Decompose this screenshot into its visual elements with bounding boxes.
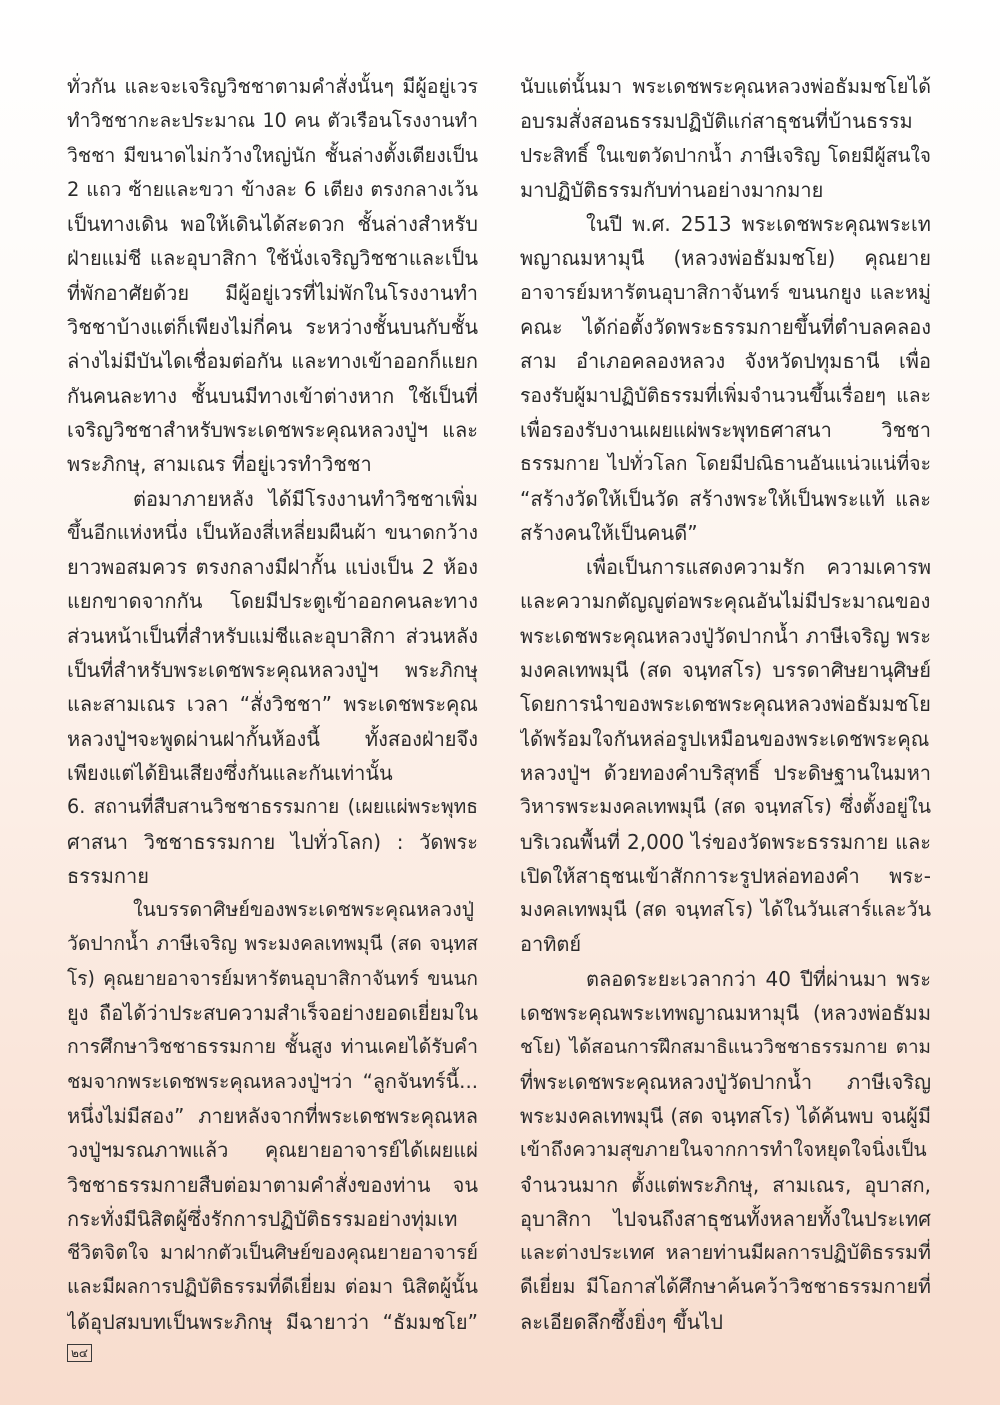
paragraph xyxy=(520,962,931,1339)
paragraph xyxy=(67,482,478,791)
text-line: เพื่อเป็นการแสดงความรัก ความเคารพ xyxy=(586,555,931,580)
text-line: ศาสนา วิชชาธรรมกาย ไปทั่วโลก) : วัดพระ xyxy=(67,829,478,854)
paragraph xyxy=(520,70,931,207)
text-line: มงคลเทพมุนี (สด จนฺทสโร) บรรดาศิษยานุศิษย์ xyxy=(520,658,931,683)
text-line: แยกขาดจากกัน โดยมีประตูเข้าออกคนละทาง xyxy=(67,589,478,614)
text-line: และต่างประเทศ หลายท่านมีผลการปฏิบัติธรรมที่ xyxy=(520,1241,931,1265)
text-line: ล่างไม่มีบันไดเชื่อมต่อกัน และทางเข้าออกก็แยก xyxy=(67,349,478,374)
text-line: มาปฏิบัติธรรมกับท่านอย่างมากมาย xyxy=(520,177,824,202)
text-line: “สร้างวัดให้เป็นวัด สร้างพระให้เป็นพระแท้ และ xyxy=(520,486,931,511)
text-line: 2 แถว ซ้ายและขวา ข้างละ 6 เตียง ตรงกลางเว้น xyxy=(67,177,478,201)
text-line: บริเวณพื้นที่ 2,000 ไร่ของวัดพระธรรมกาย และ xyxy=(520,829,931,854)
text-line: หนึ่งไม่มีสอง” ภายหลังจากที่พระเดชพระคุณหล xyxy=(67,1103,478,1128)
text-line: ชโย) ได้สอนการฝึกสมาธิแนววิชชาธรรมกาย ตาม xyxy=(520,1036,931,1059)
text-line: วิชชา มีขนาดไม่กว้างใหญ่นัก ชั้นล่างตั้งเตียงเป็น xyxy=(67,143,478,167)
section-heading xyxy=(67,790,478,893)
text-line: ได้พร้อมใจกันหล่อรูปเหมือนของพระเดชพระคุณ xyxy=(520,726,930,751)
text-line: ยาวพอสมควร ตรงกลางมีฝากั้น แบ่งเป็น 2 ห้อง xyxy=(67,555,478,580)
text-line: วัดปากน้ำ ภาษีเจริญ พระมงคลเทพมุนี (สด จนฺทส xyxy=(67,932,478,956)
text-line: พระเดชพระคุณหลวงปู่วัดปากน้ำ ภาษีเจริญ พระ xyxy=(520,623,931,648)
text-line: หลวงปู่ฯจะพูดผ่านฝากั้นห้องนี้ ทั้งสองฝ่ายจึง xyxy=(67,726,478,751)
text-line: การศึกษาวิชชาธรรมกาย ชั้นสูง ท่านเคยได้รับคำ xyxy=(67,1035,478,1059)
text-line: ที่พระเดชพระคุณหลวงปู่วัดปากน้ำ ภาษีเจริญ xyxy=(520,1069,931,1094)
text-line: พญาณมหามุนี (หลวงพ่อธัมมชโย) คุณยาย xyxy=(520,246,931,271)
text-line: วงปู่ฯมรณภาพแล้ว คุณยายอาจารย์ได้เผยแผ่ xyxy=(67,1138,478,1163)
paragraph xyxy=(520,207,931,550)
text-line: มงคลเทพมุนี (สด จนฺทสโร) ได้ในวันเสาร์และวัน xyxy=(520,898,931,922)
text-line: เพื่อรองรับงานเผยแผ่พระพุทธศาสนา วิชชา xyxy=(520,417,931,442)
paragraph xyxy=(67,893,478,1339)
text-line: ตลอดระยะเวลากว่า 40 ปีที่ผ่านมา พระ xyxy=(586,966,931,991)
text-line: ชมจากพระเดชพระคุณหลวงปู่ฯว่า “ลูกจันทร์นี้... xyxy=(67,1069,478,1093)
text-line: ในบรรดาศิษย์ของพระเดชพระคุณหลวงปู่ xyxy=(133,898,475,922)
text-line: เดชพระคุณพระเทพญาณมหามุนี (หลวงพ่อธัมม xyxy=(520,1001,931,1026)
text-line: สาม อำเภอคลองหลวง จังหวัดปทุมธานี เพื่อ xyxy=(520,349,931,374)
text-line: เข้าถึงความสุขภายในจากการทำใจหยุดใจนิ่งเป็น xyxy=(520,1138,927,1162)
text-line: ต่อมาภายหลัง ได้มีโรงงานทำวิชชาเพิ่ม xyxy=(133,486,478,511)
text-line: โร) คุณยายอาจารย์มหารัตนอุบาสิกาจันทร์ ขนนก xyxy=(67,966,478,990)
text-line: อบรมสั่งสอนธรรมปฏิบัติแก่สาธุชนที่บ้านธรรม xyxy=(520,109,913,134)
text-line: กระทั่งมีนิสิตผู้ซึ่งรักการปฏิบัติธรรมอย่างทุ่มเท xyxy=(67,1206,458,1231)
text-line: วิชชาธรรมกายสืบต่อมาตามคำสั่งของท่าน จน xyxy=(67,1172,478,1197)
text-line: รองรับผู้มาปฏิบัติธรรมที่เพิ่มจำนวนขึ้นเรื่อยๆ และ xyxy=(520,383,931,407)
text-line: วิหารพระมงคลเทพมุนี (สด จนฺทสโร) ซึ่งตั้งอยู่ใน xyxy=(520,795,931,819)
text-line: ส่วนหน้าเป็นที่สำหรับแม่ชีและอุบาสิกา ส่วนหลัง xyxy=(67,623,478,648)
text-line: โดยการนำของพระเดชพระคุณหลวงพ่อธัมมชโย xyxy=(520,692,931,717)
text-line: ชีวิตจิตใจ มาฝากตัวเป็นศิษย์ของคุณยายอาจารย์ xyxy=(67,1241,478,1265)
text-line: เจริญวิชชาสำหรับพระเดชพระคุณหลวงปู่ฯ และ xyxy=(67,417,478,442)
text-line: เปิดให้สาธุชนเข้าสักการะรูปหล่อทองคำ พระ- xyxy=(520,863,931,888)
text-line: ละเอียดลึกซึ้งยิ่งๆ ขึ้นไป xyxy=(520,1309,723,1334)
text-line: และสามเณร เวลา “สั่งวิชชา” พระเดชพระคุณ xyxy=(67,692,478,717)
text-line: คณะ ได้ก่อตั้งวัดพระธรรมกายขึ้นที่ตำบลคลอง xyxy=(520,315,931,340)
text-line: วิชชาบ้างแต่ก็เพียงไม่กี่คน ระหว่างชั้นบนกับชั้น xyxy=(67,315,478,340)
text-line: ดีเยี่ยม มีโอกาสได้ศึกษาค้นคว้าวิชชาธรรมกายที่ xyxy=(520,1275,931,1299)
page-number: ๒๔ xyxy=(67,1344,92,1362)
text-line: เป็นที่สำหรับพระเดชพระคุณหลวงปู่ฯ พระภิกษุ xyxy=(67,658,478,683)
text-line: ได้อุปสมบทเป็นพระภิกษุ มีฉายาว่า “ธัมมชโย” xyxy=(67,1309,478,1334)
text-line: ที่พักอาศัยด้วย มีผู้อยู่เวรที่ไม่พักในโรงงานทำ xyxy=(67,280,478,305)
text-line: หลวงปู่ฯ ด้วยทองคำบริสุทธิ์ ประดิษฐานในมหา xyxy=(520,760,931,785)
text-line: ขึ้นอีกแห่งหนึ่ง เป็นห้องสี่เหลี่ยมผืนผ้า ขนาดกว้าง xyxy=(67,520,478,544)
text-line: กันคนละทาง ชั้นบนมีทางเข้าต่างหาก ใช้เป็นที่ xyxy=(67,383,478,408)
text-line: เป็นทางเดิน พอให้เดินได้สะดวก ชั้นล่างสำหรับ xyxy=(67,212,478,237)
paragraph xyxy=(520,550,931,962)
text-line: พระภิกษุ, สามเณร ที่อยู่เวรทำวิชชา xyxy=(67,452,372,477)
text-line: และมีผลการปฏิบัติธรรมที่ดีเยี่ยม ต่อมา นิสิตผู้นั้น xyxy=(67,1275,478,1299)
text-line: อุบาสิกา ไปจนถึงสาธุชนทั้งหลายทั้งในประเทศ xyxy=(520,1206,931,1231)
text-line: ทำวิชชากะละประมาณ 10 คน ตัวเรือนโรงงานทำ xyxy=(67,109,478,133)
text-line: ธรรมกาย ไปทั่วโลก โดยมีปณิธานอันแน่วแน่ที่จะ xyxy=(520,452,931,476)
left-column xyxy=(67,70,478,1339)
text-line: นับแต่นั้นมา พระเดชพระคุณหลวงพ่อธัมมชโยได้ xyxy=(520,75,931,98)
text-line: พระมงคลเทพมุนี (สด จนฺทสโร) ได้ค้นพบ จนผู้มี xyxy=(520,1103,931,1128)
right-column xyxy=(520,70,931,1339)
text-line: ธรรมกาย xyxy=(67,863,149,888)
text-line: และความกตัญญูต่อพระคุณอันไม่มีประมาณของ xyxy=(520,589,931,614)
text-line: เพียงแต่ได้ยินเสียงซึ่งกันและกันเท่านั้น xyxy=(67,760,393,785)
text-line: อาทิตย์ xyxy=(520,932,582,957)
text-line: ฝ่ายแม่ชี และอุบาสิกา ใช้นั่งเจริญวิชชาและเป็น xyxy=(67,246,478,271)
text-line: ทั่วกัน และจะเจริญวิชชาตามคำสั่งนั้นๆ มีผู้อยู่เวร xyxy=(67,75,478,98)
text-line: จำนวนมาก ตั้งแต่พระภิกษุ, สามเณร, อุบาสก, xyxy=(520,1172,931,1197)
text-line: 6. สถานที่สืบสานวิชชาธรรมกาย (เผยแผ่พระพุทธ xyxy=(67,795,478,819)
paragraph xyxy=(67,70,478,482)
text-line: ยูง ถือได้ว่าประสบความสำเร็จอย่างยอดเยี่ยมใน xyxy=(67,1001,478,1026)
text-line: ในปี พ.ศ. 2513 พระเดชพระคุณพระเท xyxy=(586,212,931,237)
text-line: สร้างคนให้เป็นคนดี” xyxy=(520,520,698,545)
text-line: ประสิทธิ์ ในเขตวัดปากน้ำ ภาษีเจริญ โดยมีผู้สนใจ xyxy=(520,143,931,167)
text-line: อาจารย์มหารัตนอุบาสิกาจันทร์ ขนนกยูง และหมู่ xyxy=(520,280,931,304)
